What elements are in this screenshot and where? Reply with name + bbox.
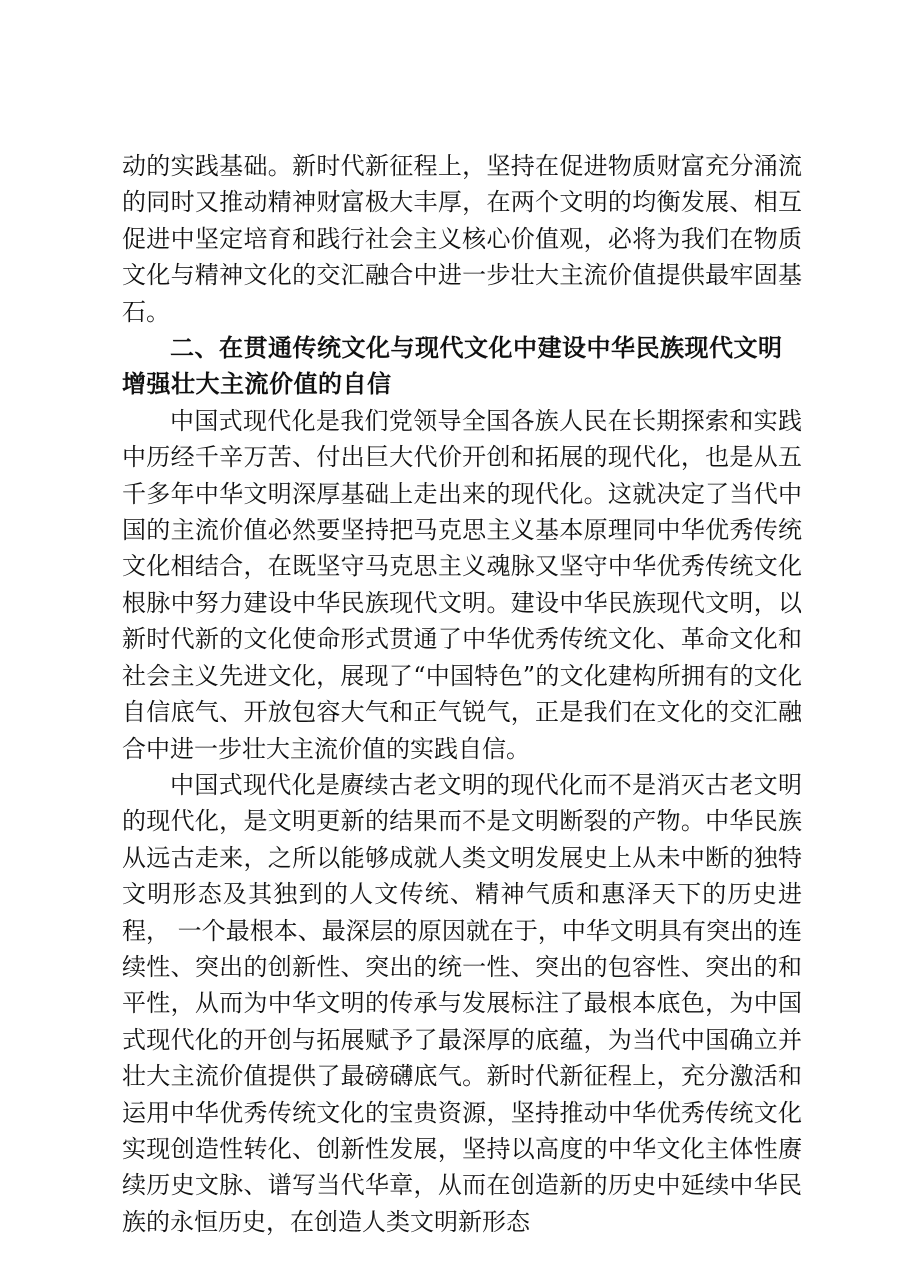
paragraph-ancient-civilization: 中国式现代化是赓续古老文明的现代化而不是消灭古老文明的现代化，是文明更新的结果而不是文明断裂的产物。中华民族从远古走来，之所以能够成就人类文明发展史上从未中断的独特文明形态及其独到的人文传统、精神气质和惠泽天下的历史进程， 一个最根本、最深层的原因就在于，中华文明具有突出的连续性、突出的创新性、突出的统一性、突出的包容性、突出的和平性，从而为中华文明的传承与发展标注了最根本底色，为中国式现代化的开创与拓展赋予了最深厚的底蕴，为当代中国确立并壮大主流价值提供了最磅礴底气。新时代新征程上，充分激活和运用中华优秀传统文化的宝贵资源，坚持推动中华优秀传统文化实现创造性转化、创新性发展，坚持以高度的中华文化主体性赓续历史文脉、谱写当代华章，从而在创造新的历史中延续中华民族的永恒历史，在创造人类文明新形态 — [122, 770, 802, 1236]
paragraph-modernization-foundation: 中国式现代化是我们党领导全国各族人民在长期探索和实践中历经千辛万苦、付出巨大代价开创和拓展的现代化，也是从五千多年中华文明深厚基础上走出来的现代化。这就决定了当代中国的主流价值必然要坚持把马克思主义基本原理同中华优秀传统文化相结合，在既坚守马克思主义魂脉又坚守中华优秀传统文化根脉中努力建设中华民族现代文明。建设中华民族现代文明，以新时代新的文化使命形式贯通了中华优秀传统文化、革命文化和社会主义先进文化，展现了“中国特色”的文化建构所拥有的文化自信底气、开放包容大气和正气锐气，正是我们在文化的交汇融合中进一步壮大主流价值的实践自信。 — [122, 406, 802, 763]
paragraph-continuation: 动的实践基础。新时代新征程上，坚持在促进物质财富充分涌流的同时又推动精神财富极大丰厚，在两个文明的均衡发展、相互促进中坚定培育和践行社会主义核心价值观，必将为我们在物质文化与精神文化的交汇融合中进一步壮大主流价值提供最牢固基石。 — [122, 152, 802, 326]
section-heading: 二、在贯通传统文化与现代文化中建设中华民族现代文明增强壮大主流价值的自信 — [122, 334, 783, 399]
document-body — [122, 148, 802, 1240]
